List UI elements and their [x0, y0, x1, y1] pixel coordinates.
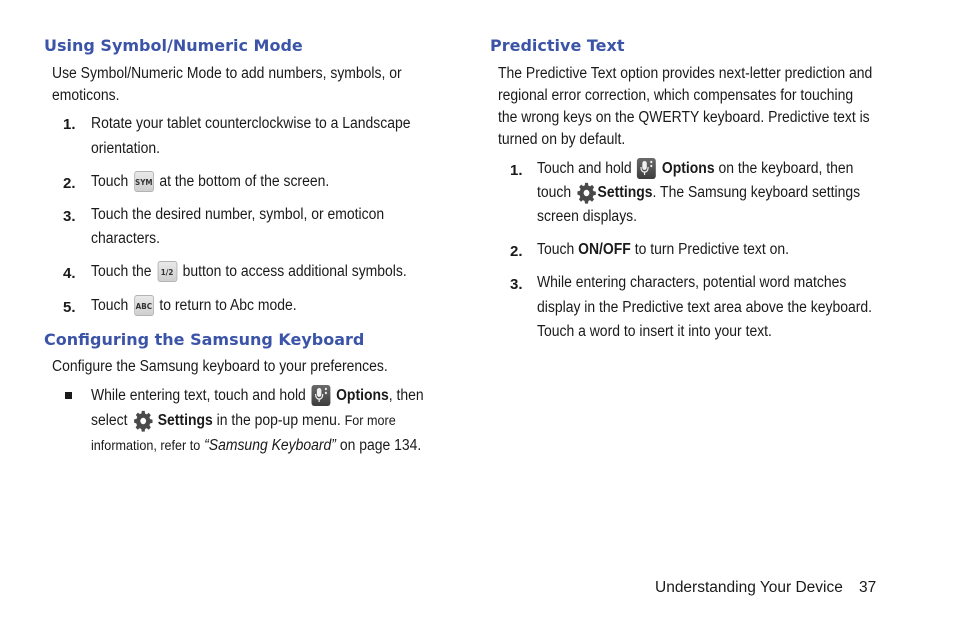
intro-text: emoticons. — [52, 87, 120, 104]
step-text: characters. — [91, 230, 161, 247]
bullet-square — [65, 392, 72, 399]
intro-text: The Predictive Text option provides next-letter prediction and — [498, 65, 873, 82]
step-number: 1. — [63, 116, 76, 133]
mic-options-icon — [312, 385, 331, 406]
step-number: 5. — [63, 299, 76, 316]
step-text: orientation. — [91, 140, 161, 157]
mic-options-icon — [637, 158, 656, 179]
step-text: While entering characters, potential word matches — [537, 274, 847, 291]
sym-key-icon: SYM — [134, 171, 154, 192]
step-number: 1. — [510, 162, 523, 179]
bullet-text: select Settings in the pop-up menu. For more — [91, 409, 396, 432]
bullet-text: While entering text, touch and hold Options, then — [91, 385, 424, 407]
step-number: 4. — [63, 265, 76, 282]
gear-settings-icon — [577, 182, 597, 204]
bullet-text: information, refer to “Samsung Keyboard” on page 134. — [91, 437, 422, 454]
step-number: 3. — [510, 276, 523, 293]
step-text: Rotate your tablet counterclockwise to a Landscape — [91, 115, 411, 132]
step-number: 2. — [510, 243, 523, 260]
half-key-icon: 1/2 — [157, 261, 177, 282]
step-text: Touch and hold Options on the keyboard, then — [537, 158, 853, 180]
intro-text: Configure the Samsung keyboard to your preferences. — [52, 358, 388, 375]
page-number: 37 — [859, 579, 877, 596]
step-text: screen displays. — [537, 208, 638, 225]
heading-symbol-numeric-mode: Using Symbol/Numeric Mode — [44, 36, 303, 55]
step-text: Touch the desired number, symbol, or emoticon — [91, 206, 385, 223]
step-text: Touch ON/OFF to turn Predictive text on. — [537, 241, 790, 258]
heading-configuring-keyboard: Configuring the Samsung Keyboard — [44, 330, 365, 349]
footer-section-title: Understanding Your Device — [655, 579, 843, 596]
cross-reference-link[interactable]: “Samsung Keyboard” — [204, 437, 336, 454]
intro-text: regional error correction, which compensates for touching — [498, 87, 854, 104]
step-number: 2. — [63, 175, 76, 192]
step-text: display in the Predictive text area above the keyboard. — [537, 299, 873, 316]
intro-text: the wrong keys on the QWERTY keyboard. Predictive text is — [498, 109, 870, 126]
step-text: Touch ABC to return to Abc mode. — [91, 295, 297, 317]
step-text: Touch SYM at the bottom of the screen. — [91, 171, 329, 193]
step-text: Touch the 1/2 button to access additional symbols. — [91, 261, 407, 283]
step-number: 3. — [63, 208, 76, 225]
intro-text: Use Symbol/Numeric Mode to add numbers, symbols, or — [52, 65, 402, 82]
step-text: touch Settings. The Samsung keyboard settings — [537, 182, 860, 204]
heading-predictive-text: Predictive Text — [490, 36, 625, 55]
gear-settings-icon — [133, 410, 153, 432]
step-text: Touch a word to insert it into your text. — [537, 323, 772, 340]
intro-text: turned on by default. — [498, 131, 626, 148]
abc-key-icon: ABC — [134, 295, 154, 316]
